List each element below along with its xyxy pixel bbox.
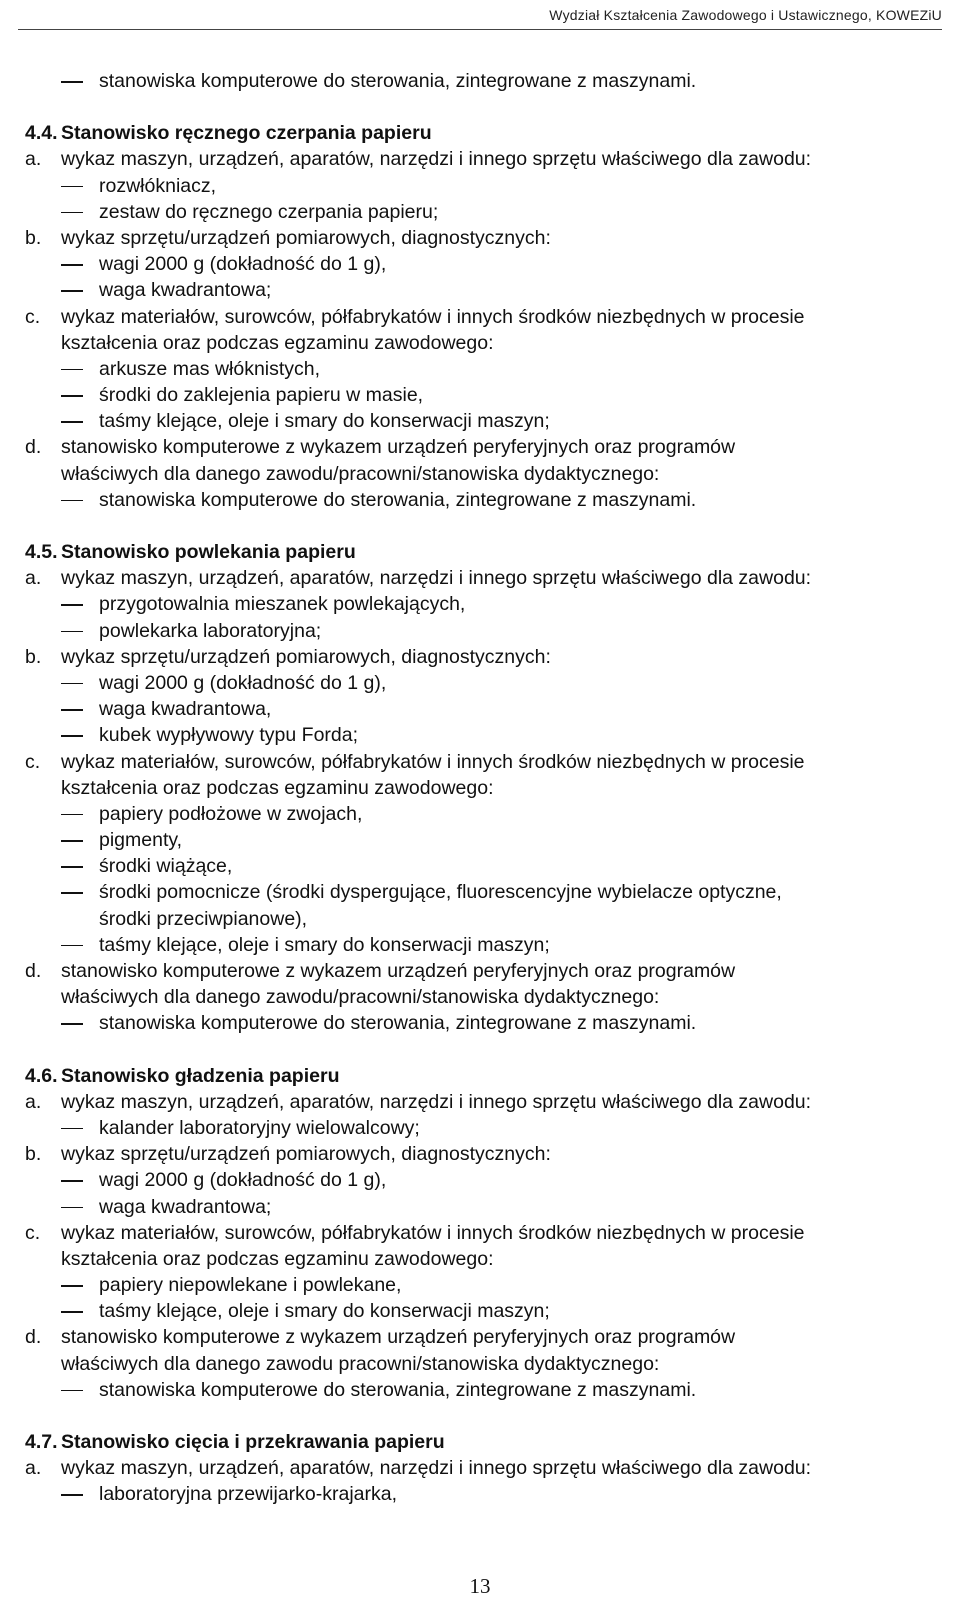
dash-bullet [61, 1298, 83, 1313]
list-item-text: kubek wypływowy typu Forda; [99, 724, 359, 747]
item-text: wykaz sprzętu/urządzeń pomiarowych, diagnostycznych: [61, 645, 551, 668]
dash-bullet [61, 356, 83, 371]
dash-bullet [61, 251, 83, 266]
dash-bullet [61, 670, 83, 685]
lettered-item [25, 749, 942, 775]
list-item-text: środki do zaklejenia papieru w masie, [99, 384, 424, 407]
section-title: Stanowisko powlekania papieru [61, 541, 356, 563]
dash-list-item [25, 932, 942, 958]
list-item-text: wagi 2000 g (dokładność do 1 g), [99, 671, 387, 694]
lettered-item [25, 434, 942, 460]
section-heading [25, 1429, 942, 1455]
dash-list-item [25, 879, 942, 905]
list-item-text: rozwłókniacz, [99, 174, 217, 197]
section-title: Stanowisko cięcia i przekrawania papieru [61, 1431, 445, 1453]
item-continuation [25, 984, 942, 1010]
lettered-item [25, 1141, 942, 1167]
list-item-text: przygotowalnia mieszanek powlekających, [99, 593, 466, 616]
item-text: stanowisko komputerowe z wykazem urządzeń peryferyjnych oraz programów [61, 960, 736, 982]
item-letter: a. [25, 1090, 42, 1113]
list-item-text: wagi 2000 g (dokładność do 1 g), [99, 253, 387, 276]
list-item-text: waga kwadrantowa; [99, 1195, 272, 1218]
section-heading [25, 120, 942, 146]
list-item-text: stanowiska komputerowe do sterowania, zintegrowane z maszynami. [99, 1378, 697, 1401]
dash-list-item [25, 487, 942, 513]
dash-bullet [61, 879, 83, 894]
dash-bullet [61, 932, 83, 947]
section-spacer [25, 1403, 942, 1429]
dash-list-item [25, 251, 942, 277]
list-item-text: laboratoryjna przewijarko-krajarka, [99, 1483, 398, 1506]
section-heading [25, 1063, 942, 1089]
running-header: Wydział Kształcenia Zawodowego i Ustawicznego, KOWEZiU [549, 7, 942, 23]
dash-list-item [25, 277, 942, 303]
dash-bullet [61, 1194, 83, 1209]
dash-list-item [25, 1010, 942, 1036]
item-letter: b. [25, 226, 42, 249]
list-item-text: papiery podłożowe w zwojach, [99, 802, 363, 825]
lettered-item [25, 225, 942, 251]
item-text: stanowisko komputerowe z wykazem urządzeń peryferyjnych oraz programów [61, 1326, 736, 1349]
dash-item-continuation [25, 906, 942, 932]
section-title: Stanowisko ręcznego czerpania papieru [61, 122, 432, 145]
list-item-text: stanowiska komputerowe do sterowania, zintegrowane z maszynami. [99, 488, 697, 511]
dash-list-item [25, 827, 942, 853]
item-text: wykaz materiałów, surowców, półfabrykatów i innych środków niezbędnych w procesie [61, 750, 805, 773]
dash-bullet [61, 1115, 83, 1130]
dash-list-item [25, 1272, 942, 1298]
item-text: wykaz materiałów, surowców, półfabrykatów i innych środków niezbędnych w procesie [61, 1221, 805, 1244]
list-item-text: pigmenty, [99, 829, 183, 852]
dash-bullet [61, 1377, 83, 1392]
list-item-text: środki wiążące, [99, 855, 233, 878]
item-continuation [25, 330, 942, 356]
list-item-text: środki pomocnicze (środki dyspergujące, fluorescencyjne wybielacze optyczne, [99, 881, 782, 904]
dash-list-item [25, 1115, 942, 1141]
dash-list-item [25, 408, 942, 434]
dash-list-item [25, 591, 942, 617]
dash-bullet [61, 591, 83, 606]
list-item-text: papiery niepowlekane i powlekane, [99, 1274, 402, 1297]
dash-list-item [25, 1167, 942, 1193]
item-letter: c. [25, 305, 41, 328]
dash-bullet [61, 853, 83, 868]
dash-bullet [61, 1167, 83, 1182]
section-number: 4.7. [25, 1431, 58, 1453]
item-text: wykaz maszyn, urządzeń, aparatów, narzędzi i innego sprzętu właściwego dla zawodu: [61, 1457, 812, 1480]
dash-list-item [25, 1194, 942, 1220]
section-title: Stanowisko gładzenia papieru [61, 1064, 340, 1087]
dash-bullet [61, 199, 83, 214]
list-item-text: stanowiska komputerowe do sterowania, zintegrowane z maszynami. [99, 1012, 697, 1035]
item-letter: a. [25, 567, 42, 590]
item-continuation [25, 1246, 942, 1272]
lettered-item [25, 565, 942, 591]
item-text: wykaz maszyn, urządzeń, aparatów, narzędzi i innego sprzętu właściwego dla zawodu: [61, 567, 812, 590]
dash-list-item [25, 1481, 942, 1507]
list-item-text: zestaw do ręcznego czerpania papieru; [99, 200, 439, 223]
lettered-item [25, 644, 942, 670]
document-body [25, 68, 942, 1508]
item-text: wykaz sprzętu/urządzeń pomiarowych, diagnostycznych: [61, 226, 551, 249]
continuation-text: kształcenia oraz podczas egzaminu zawodowego: [61, 776, 494, 799]
item-continuation [25, 461, 942, 487]
section-heading [25, 539, 942, 565]
dash-bullet [61, 382, 83, 397]
item-letter: c. [25, 750, 41, 773]
dash-bullet [61, 1481, 83, 1496]
dash-bullet [61, 1272, 83, 1287]
dash-bullet [61, 696, 83, 711]
list-item-text: powlekarka laboratoryjna; [99, 619, 322, 642]
dash-list-item [25, 722, 942, 748]
section-number: 4.4. [25, 122, 58, 145]
dash-list-item [25, 670, 942, 696]
dash-list-item [25, 801, 942, 827]
dash-list-item [25, 853, 942, 879]
dash-list-item [25, 696, 942, 722]
lettered-item [25, 958, 942, 984]
item-letter: d. [25, 1326, 42, 1349]
item-letter: b. [25, 645, 42, 668]
item-letter: a. [25, 1457, 42, 1480]
header-divider [18, 29, 942, 30]
dash-bullet [61, 722, 83, 737]
item-letter: d. [25, 960, 42, 982]
continuation-text: kształcenia oraz podczas egzaminu zawodowego: [61, 331, 494, 354]
section-spacer [25, 94, 942, 120]
list-item-text: taśmy klejące, oleje i smary do konserwacji maszyn; [99, 1300, 550, 1323]
dash-bullet [61, 487, 83, 502]
item-letter: c. [25, 1221, 41, 1244]
section-spacer [25, 1037, 942, 1063]
lettered-item [25, 146, 942, 172]
list-item-text: wagi 2000 g (dokładność do 1 g), [99, 1169, 387, 1192]
item-text: wykaz maszyn, urządzeń, aparatów, narzędzi i innego sprzętu właściwego dla zawodu: [61, 148, 812, 171]
dash-list-item [25, 618, 942, 644]
continuation-text: kształcenia oraz podczas egzaminu zawodowego: [61, 1247, 494, 1270]
dash-list-item [25, 68, 942, 94]
page-number: 13 [469, 1574, 491, 1598]
section-number: 4.5. [25, 541, 58, 563]
item-text: wykaz materiałów, surowców, półfabrykatów i innych środków niezbędnych w procesie [61, 305, 805, 328]
dash-list-item [25, 356, 942, 382]
lettered-item [25, 1455, 942, 1481]
item-letter: d. [25, 436, 42, 459]
list-item-text: waga kwadrantowa, [99, 698, 272, 721]
lettered-item [25, 1220, 942, 1246]
list-item-text: arkusze mas włóknistych, [99, 357, 321, 380]
item-continuation [25, 775, 942, 801]
continuation-text: właściwych dla danego zawodu pracowni/stanowiska dydaktycznego: [61, 1352, 660, 1375]
dash-bullet [61, 801, 83, 816]
list-item-text: waga kwadrantowa; [99, 279, 272, 302]
item-letter: b. [25, 1143, 42, 1166]
section-spacer [25, 513, 942, 539]
dash-bullet [61, 68, 83, 83]
dash-list-item [25, 1298, 942, 1324]
item-text: stanowisko komputerowe z wykazem urządzeń peryferyjnych oraz programów [61, 436, 736, 459]
item-letter: a. [25, 148, 42, 171]
dash-list-item [25, 199, 942, 225]
dash-bullet [61, 277, 83, 292]
dash-bullet [61, 173, 83, 188]
item-text: wykaz maszyn, urządzeń, aparatów, narzędzi i innego sprzętu właściwego dla zawodu: [61, 1090, 812, 1113]
continuation-text: właściwych dla danego zawodu/pracowni/stanowiska dydaktycznego: [61, 986, 660, 1009]
list-item-text: kalander laboratoryjny wielowalcowy; [99, 1116, 420, 1139]
list-item-text: taśmy klejące, oleje i smary do konserwacji maszyn; [99, 933, 550, 956]
continuation-text: środki przeciwpianowe), [99, 907, 308, 930]
dash-bullet [61, 408, 83, 423]
dash-bullet [61, 618, 83, 633]
dash-bullet [61, 827, 83, 842]
dash-list-item [25, 1377, 942, 1403]
dash-list-item [25, 382, 942, 408]
item-continuation [25, 1351, 942, 1377]
item-text: wykaz sprzętu/urządzeń pomiarowych, diagnostycznych: [61, 1143, 551, 1166]
lettered-item [25, 1324, 942, 1350]
lettered-item [25, 1089, 942, 1115]
lettered-item [25, 304, 942, 330]
list-item-text: stanowiska komputerowe do sterowania, zintegrowane z maszynami. [99, 70, 697, 92]
section-number: 4.6. [25, 1064, 58, 1087]
dash-list-item [25, 173, 942, 199]
dash-bullet [61, 1010, 83, 1025]
continuation-text: właściwych dla danego zawodu/pracowni/stanowiska dydaktycznego: [61, 462, 660, 485]
list-item-text: taśmy klejące, oleje i smary do konserwacji maszyn; [99, 410, 550, 433]
